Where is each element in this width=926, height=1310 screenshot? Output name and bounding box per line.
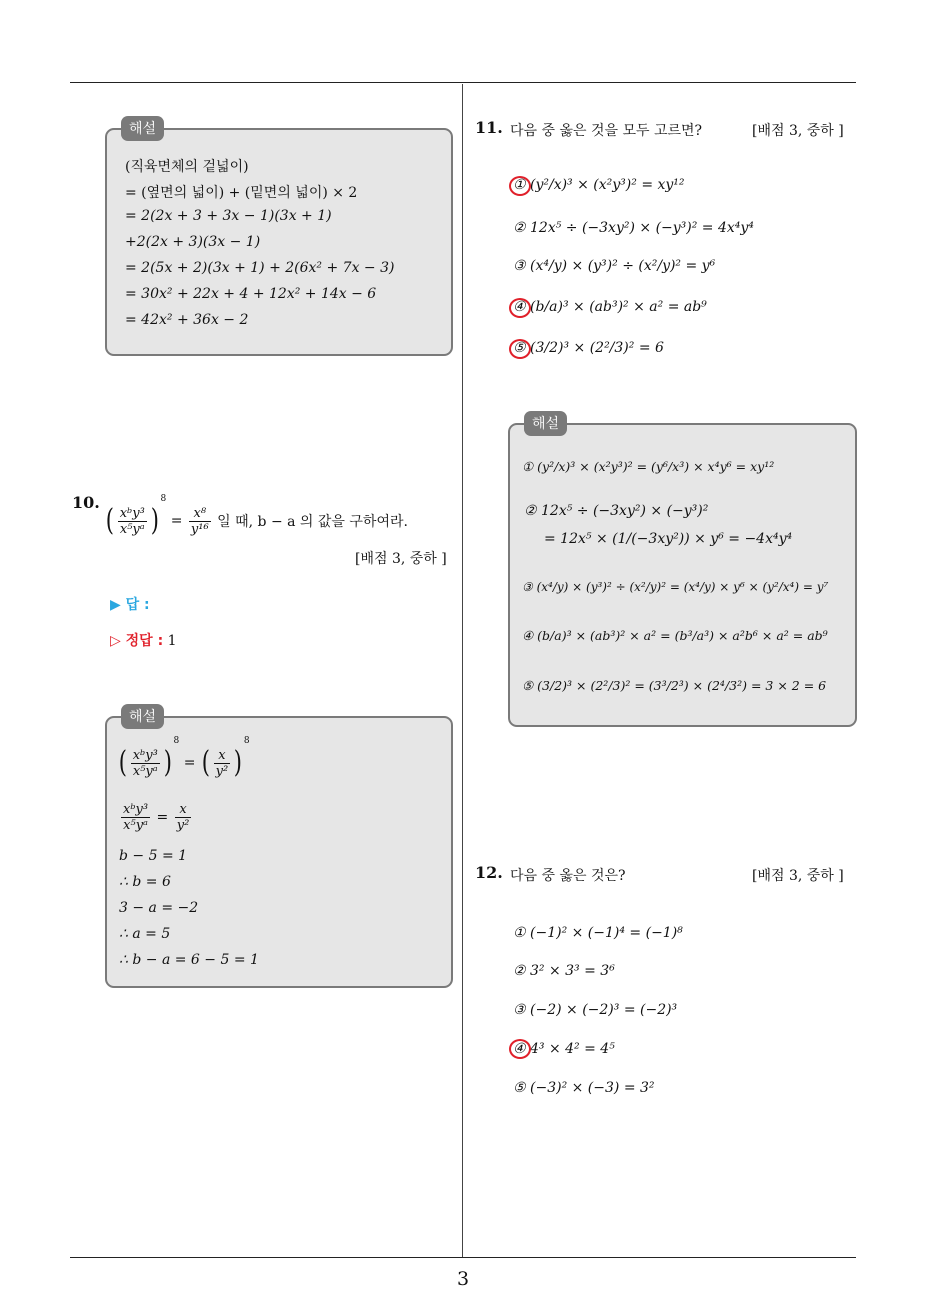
q11-choice-4[interactable]: ④ (b/a)³ × (ab³)² × a² = ab⁹ [513,299,707,315]
question-10-text: ( $\frac{\text{xᵇy³}}{\text{x⁵yᵃ}}$ )$^8$ = $\frac{\text{x⁸}}{\text{y¹⁶}}$ 일 때, b − a 의 값을 구하여라. [105,494,408,538]
q11-choice-3[interactable]: ③ (x⁴/y) × (y³)² ÷ (x²/y)² = y⁶ [513,258,716,274]
q12-choice-4[interactable]: ④ 4³ × 4² = 4⁵ [513,1041,615,1057]
solution-line: ∴ b − a = 6 − 5 = 1 [119,952,259,968]
answer-mark-circle [509,1039,531,1059]
q11-choice-1[interactable]: ① (y²/x)³ × (x²y³)² = xy¹² [513,177,685,193]
solution-line: ⑤ (3/2)³ × (2²/3)² = (3³/2³) × (2⁴/3²) = 3 × 2 = 6 [522,678,827,693]
solution-line: = 2(5x + 2)(3x + 1) + 2(6x² + 7x − 3) [125,260,395,276]
question-number-12: 12. [475,863,503,882]
solution-box-9 [105,121,453,356]
answer-label: ▶ 답 : [110,597,150,613]
column-divider [462,84,463,1258]
q12-choice-3[interactable]: ③ (−2) × (−2)³ = (−2)³ [513,1002,678,1018]
solution-line: = 42x² + 36x − 2 [125,312,249,328]
solution-line: ④ (b/a)³ × (ab³)² × a² = (b³/a³) × a²b⁶ × a² = ab⁹ [522,628,828,643]
bottom-rule [70,1257,856,1258]
solution-line: +2(2x + 3)(3x − 1) [125,234,261,250]
solution-line: ③ (x⁴/y) × (y³)² ÷ (x²/y)² = (x⁴/y) × y⁶ × (y²/x⁴) = y⁷ [522,580,829,594]
fraction: $\frac{\text{xᵇy³}}{\text{x⁵yᵃ}}$ [119,505,145,537]
question-10-score: [배점 3, 중하 ] [355,551,447,567]
answer-mark-circle [509,176,531,196]
q12-choice-5[interactable]: ⑤ (−3)² × (−3) = 3² [513,1080,655,1096]
solution-line: = 12x⁵ × (1/(−3xy²)) × y⁶ = −4x⁴y⁴ [544,531,793,547]
question-12-score: [배점 3, 중하 ] [752,868,844,884]
solution-line: ∴ b = 6 [119,874,171,890]
fraction: $\frac{\text{x⁸}}{\text{y¹⁶}}$ [190,505,209,537]
solution-line: = 2(2x + 3 + 3x − 1)(3x + 1) [125,208,332,224]
solution-tag: 해설 [121,116,164,141]
question-number-11: 11. [475,118,503,137]
q11-choice-2[interactable]: ② 12x⁵ ÷ (−3xy²) × (−y³)² = 4x⁴y⁴ [513,220,754,236]
correct-label: ▷ 정답 : [110,633,164,649]
solution-line: = (옆면의 넓이) + (밑면의 넓이) × 2 [125,185,358,201]
question-12-text: 다음 중 옳은 것은? [510,868,626,884]
solution-eq-1: ( $\frac{\text{xᵇy³}}{\text{x⁵yᵃ}}$ )$^8$ = ( $\frac{x}{\text{y²}}$ )$^8$ [118,736,250,780]
answer-mark-circle [509,339,531,359]
solution-line: b − 5 = 1 [119,848,188,864]
solution-line: ② 12x⁵ ÷ (−3xy²) × (−y³)² [524,503,709,519]
solution-box-10 [105,709,453,988]
paren-open: ( [105,503,114,538]
answer-mark-circle [509,298,531,318]
solution-line: ① (y²/x)³ × (x²y³)² = (y⁶/x³) × x⁴y⁶ = xy¹² [522,459,775,474]
correct-value: 1 [167,633,177,649]
solution-box-11 [508,416,857,727]
question-11-text: 다음 중 옳은 것을 모두 고르면? [510,123,703,139]
solution-line: ∴ a = 5 [119,926,171,942]
top-rule [70,82,856,83]
solution-line: (직육면체의 겉넓이) [125,159,249,175]
q11-choice-5[interactable]: ⑤ (3/2)³ × (2²/3)² = 6 [513,340,664,356]
solution-line: = 30x² + 22x + 4 + 12x² + 14x − 6 [125,286,377,302]
correct-answer [110,630,177,650]
question-number-10: 10. [72,493,100,512]
q12-choice-1[interactable]: ① (−1)² × (−1)⁴ = (−1)⁸ [513,925,683,941]
solution-tag: 해설 [121,704,164,729]
paren-close: ) [150,503,159,538]
question-11-score: [배점 3, 중하 ] [752,123,844,139]
solution-line: 3 − a = −2 [119,900,199,916]
page-number: 3 [456,1268,470,1290]
q12-choice-2[interactable]: ② 3² × 3³ = 3⁶ [513,963,615,979]
solution-eq-2: $\frac{\text{xᵇy³}}{\text{x⁵yᵃ}}$ = $\frac{x}{\text{y²}}$ [123,802,190,833]
solution-tag: 해설 [524,411,567,436]
